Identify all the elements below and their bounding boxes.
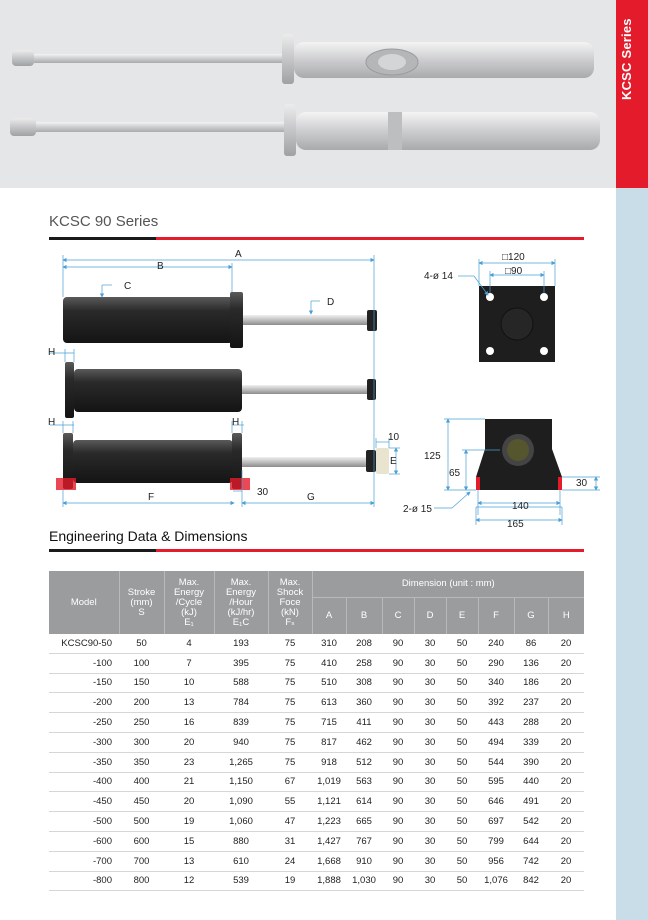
col-dimension-group: Dimension (unit : mm) [312, 571, 584, 598]
value-cell: 75 [268, 713, 312, 733]
value-cell: 1,060 [214, 812, 268, 832]
value-cell: 290 [478, 653, 514, 673]
value-cell: 440 [514, 772, 548, 792]
value-cell: 1,668 [312, 851, 346, 871]
dim-label-f: F [148, 492, 155, 503]
value-cell: 86 [514, 634, 548, 653]
value-cell: 30 [414, 634, 446, 653]
value-cell: 100 [119, 653, 164, 673]
value-cell: 237 [514, 693, 548, 713]
value-cell: 339 [514, 732, 548, 752]
value-cell: 20 [548, 693, 584, 713]
value-cell: 30 [414, 693, 446, 713]
value-cell: 20 [548, 831, 584, 851]
value-cell: 20 [164, 732, 214, 752]
table-row [49, 732, 584, 752]
value-cell: 30 [414, 713, 446, 733]
value-cell: 20 [548, 732, 584, 752]
value-cell: 910 [346, 851, 382, 871]
value-cell: 90 [382, 752, 414, 772]
value-cell: 75 [268, 752, 312, 772]
value-cell: 500 [119, 812, 164, 832]
series-title: KCSC 90 Series [49, 213, 159, 230]
dim-label-h-2: H [48, 417, 56, 428]
value-cell: 300 [119, 732, 164, 752]
value-cell: 20 [548, 812, 584, 832]
value-cell: 50 [446, 653, 478, 673]
value-cell: 20 [548, 792, 584, 812]
value-cell: 1,888 [312, 871, 346, 891]
value-cell: 30 [414, 772, 446, 792]
section-rule [49, 549, 584, 552]
value-cell: 510 [312, 673, 346, 693]
value-cell: 31 [268, 831, 312, 851]
value-cell: 50 [446, 713, 478, 733]
model-cell: KCSC90-50 [49, 634, 119, 653]
value-cell: 392 [478, 693, 514, 713]
value-cell: 12 [164, 871, 214, 891]
value-cell: 7 [164, 653, 214, 673]
value-cell: 21 [164, 772, 214, 792]
dim-label-holes4: 4-ø 14 [424, 271, 453, 282]
dim-label-sq90: □90 [505, 266, 523, 277]
table-row [49, 673, 584, 693]
value-cell: 646 [478, 792, 514, 812]
dim-label-125: 125 [424, 451, 441, 462]
value-cell: 742 [514, 851, 548, 871]
value-cell: 90 [382, 732, 414, 752]
value-cell: 494 [478, 732, 514, 752]
value-cell: 4 [164, 634, 214, 653]
table-row [49, 772, 584, 792]
value-cell: 30 [414, 831, 446, 851]
col-dim-e: E [446, 598, 478, 635]
value-cell: 784 [214, 693, 268, 713]
table-row [49, 831, 584, 851]
value-cell: 20 [548, 673, 584, 693]
col-dim-b: B [346, 598, 382, 635]
col-energy-hour: Max. Energy /Hour (kJ/hr) E₁C [214, 571, 268, 634]
value-cell: 491 [514, 792, 548, 812]
value-cell: 20 [548, 713, 584, 733]
model-cell: -200 [49, 693, 119, 713]
value-cell: 542 [514, 812, 548, 832]
value-cell: 55 [268, 792, 312, 812]
engineering-data-title: Engineering Data & Dimensions [49, 528, 248, 544]
value-cell: 90 [382, 772, 414, 792]
table-row [49, 792, 584, 812]
value-cell: 208 [346, 634, 382, 653]
value-cell: 563 [346, 772, 382, 792]
dim-label-sq120: □120 [502, 252, 525, 263]
value-cell: 30 [414, 653, 446, 673]
col-dim-h: H [548, 598, 584, 635]
value-cell: 50 [446, 812, 478, 832]
value-cell: 50 [446, 693, 478, 713]
value-cell: 1,019 [312, 772, 346, 792]
value-cell: 613 [312, 693, 346, 713]
dim-label-a: A [235, 249, 242, 260]
value-cell: 395 [214, 653, 268, 673]
value-cell: 1,427 [312, 831, 346, 851]
value-cell: 340 [478, 673, 514, 693]
value-cell: 310 [312, 634, 346, 653]
absorber-side-view-2 [65, 362, 376, 418]
dimension-drawing [40, 245, 600, 535]
value-cell: 13 [164, 851, 214, 871]
model-cell: -600 [49, 831, 119, 851]
value-cell: 50 [446, 831, 478, 851]
value-cell: 20 [548, 653, 584, 673]
value-cell: 918 [312, 752, 346, 772]
value-cell: 90 [382, 653, 414, 673]
table-row [49, 752, 584, 772]
model-cell: -350 [49, 752, 119, 772]
value-cell: 67 [268, 772, 312, 792]
value-cell: 50 [446, 732, 478, 752]
product-photo [0, 0, 616, 188]
dim-label-10: 10 [388, 432, 400, 443]
dim-label-30b: 30 [576, 478, 588, 489]
value-cell: 90 [382, 792, 414, 812]
value-cell: 90 [382, 634, 414, 653]
dim-label-g: G [307, 492, 315, 503]
dim-label-140: 140 [512, 501, 529, 512]
model-cell: -450 [49, 792, 119, 812]
value-cell: 10 [164, 673, 214, 693]
value-cell: 13 [164, 693, 214, 713]
value-cell: 800 [119, 871, 164, 891]
model-cell: -400 [49, 772, 119, 792]
value-cell: 1,121 [312, 792, 346, 812]
value-cell: 75 [268, 653, 312, 673]
value-cell: 50 [119, 634, 164, 653]
col-dim-d: D [414, 598, 446, 635]
model-cell: -800 [49, 871, 119, 891]
col-dim-g: G [514, 598, 548, 635]
value-cell: 544 [478, 752, 514, 772]
value-cell: 1,030 [346, 871, 382, 891]
value-cell: 20 [548, 752, 584, 772]
dim-label-h-3: H [232, 417, 240, 428]
value-cell: 90 [382, 713, 414, 733]
value-cell: 799 [478, 831, 514, 851]
value-cell: 50 [446, 792, 478, 812]
value-cell: 390 [514, 752, 548, 772]
value-cell: 90 [382, 673, 414, 693]
col-dim-f: F [478, 598, 514, 635]
value-cell: 842 [514, 871, 548, 891]
value-cell: 90 [382, 871, 414, 891]
value-cell: 15 [164, 831, 214, 851]
dim-label-d: D [327, 297, 335, 308]
value-cell: 50 [446, 851, 478, 871]
value-cell: 30 [414, 673, 446, 693]
value-cell: 20 [548, 871, 584, 891]
value-cell: 700 [119, 851, 164, 871]
value-cell: 30 [414, 851, 446, 871]
value-cell: 288 [514, 713, 548, 733]
table-row [49, 871, 584, 891]
model-cell: -300 [49, 732, 119, 752]
value-cell: 410 [312, 653, 346, 673]
col-energy-cycle: Max. Energy /Cycle (kJ) E₁ [164, 571, 214, 634]
value-cell: 1,150 [214, 772, 268, 792]
table-row [49, 713, 584, 733]
value-cell: 715 [312, 713, 346, 733]
value-cell: 1,265 [214, 752, 268, 772]
col-stroke: Stroke (mm) S [119, 571, 164, 634]
dim-label-b: B [157, 261, 164, 272]
dim-label-30: 30 [257, 487, 269, 498]
col-model: Model [49, 571, 119, 634]
col-dim-c: C [382, 598, 414, 635]
value-cell: 90 [382, 851, 414, 871]
flange-front-view [479, 286, 555, 362]
value-cell: 20 [548, 851, 584, 871]
dim-label-65: 65 [449, 468, 461, 479]
absorber-side-view-3 [56, 433, 389, 490]
value-cell: 24 [268, 851, 312, 871]
table-row [49, 634, 584, 653]
value-cell: 817 [312, 732, 346, 752]
value-cell: 193 [214, 634, 268, 653]
side-strip [616, 188, 648, 920]
model-cell: -700 [49, 851, 119, 871]
value-cell: 614 [346, 792, 382, 812]
dim-label-165: 165 [507, 519, 524, 530]
col-shock-force: Max. Shock Foce (kN) Fₛ [268, 571, 312, 634]
value-cell: 90 [382, 812, 414, 832]
value-cell: 595 [478, 772, 514, 792]
value-cell: 20 [548, 634, 584, 653]
value-cell: 610 [214, 851, 268, 871]
value-cell: 19 [164, 812, 214, 832]
value-cell: 360 [346, 693, 382, 713]
series-side-tab [616, 0, 648, 188]
model-cell: -100 [49, 653, 119, 673]
value-cell: 443 [478, 713, 514, 733]
table-row [49, 653, 584, 673]
model-cell: -250 [49, 713, 119, 733]
shock-absorber-photo [0, 0, 616, 188]
value-cell: 600 [119, 831, 164, 851]
col-dim-a: A [312, 598, 346, 635]
value-cell: 30 [414, 792, 446, 812]
value-cell: 16 [164, 713, 214, 733]
value-cell: 50 [446, 772, 478, 792]
value-cell: 50 [446, 634, 478, 653]
value-cell: 767 [346, 831, 382, 851]
table-row [49, 812, 584, 832]
value-cell: 50 [446, 752, 478, 772]
value-cell: 50 [446, 673, 478, 693]
value-cell: 19 [268, 871, 312, 891]
value-cell: 75 [268, 673, 312, 693]
value-cell: 1,223 [312, 812, 346, 832]
value-cell: 512 [346, 752, 382, 772]
value-cell: 20 [548, 772, 584, 792]
value-cell: 644 [514, 831, 548, 851]
value-cell: 400 [119, 772, 164, 792]
engineering-data-table [49, 571, 584, 891]
value-cell: 75 [268, 693, 312, 713]
value-cell: 47 [268, 812, 312, 832]
value-cell: 250 [119, 713, 164, 733]
value-cell: 150 [119, 673, 164, 693]
model-cell: -500 [49, 812, 119, 832]
value-cell: 1,090 [214, 792, 268, 812]
value-cell: 75 [268, 634, 312, 653]
value-cell: 258 [346, 653, 382, 673]
value-cell: 350 [119, 752, 164, 772]
dim-label-e: E [390, 456, 397, 467]
value-cell: 839 [214, 713, 268, 733]
value-cell: 588 [214, 673, 268, 693]
dim-label-holes2: 2-ø 15 [403, 504, 432, 515]
value-cell: 308 [346, 673, 382, 693]
table-row [49, 693, 584, 713]
value-cell: 450 [119, 792, 164, 812]
value-cell: 75 [268, 732, 312, 752]
value-cell: 30 [414, 871, 446, 891]
value-cell: 90 [382, 693, 414, 713]
value-cell: 50 [446, 871, 478, 891]
dim-label-h-1: H [48, 347, 56, 358]
series-tab-label: KCSC Series [619, 18, 634, 100]
value-cell: 30 [414, 812, 446, 832]
value-cell: 186 [514, 673, 548, 693]
value-cell: 462 [346, 732, 382, 752]
value-cell: 240 [478, 634, 514, 653]
value-cell: 665 [346, 812, 382, 832]
value-cell: 136 [514, 653, 548, 673]
value-cell: 30 [414, 752, 446, 772]
model-cell: -150 [49, 673, 119, 693]
value-cell: 30 [414, 732, 446, 752]
value-cell: 90 [382, 831, 414, 851]
value-cell: 956 [478, 851, 514, 871]
value-cell: 411 [346, 713, 382, 733]
dim-label-c: C [124, 281, 132, 292]
value-cell: 697 [478, 812, 514, 832]
value-cell: 200 [119, 693, 164, 713]
foot-mount-view [476, 419, 562, 490]
value-cell: 539 [214, 871, 268, 891]
value-cell: 1,076 [478, 871, 514, 891]
value-cell: 940 [214, 732, 268, 752]
value-cell: 23 [164, 752, 214, 772]
table-row [49, 851, 584, 871]
value-cell: 880 [214, 831, 268, 851]
title-rule [49, 237, 584, 240]
value-cell: 20 [164, 792, 214, 812]
